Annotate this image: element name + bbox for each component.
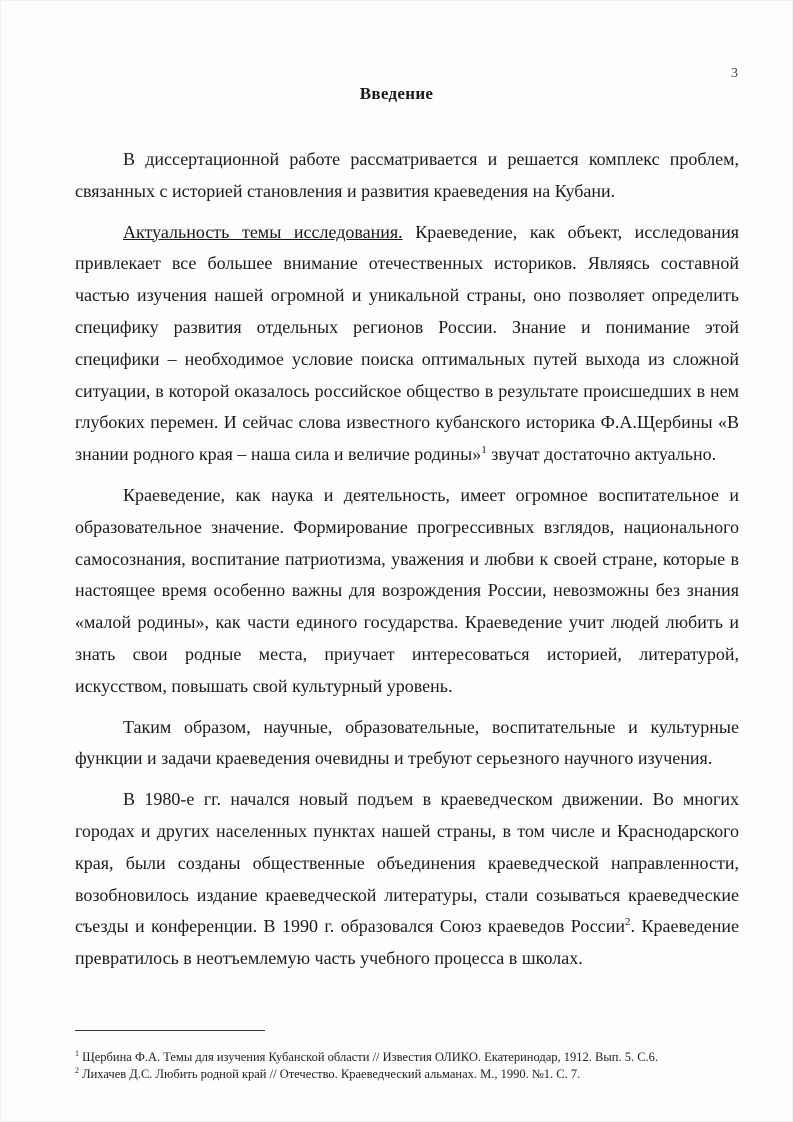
relevance-text: Краеведение, как объект, исследования привлекает все большее внимание отечественных историков. Являясь составной частью изучения нашей огромной и уникальной страны, оно позволяет определить специфику развития отдельных регионов России. Знание и понимание этой специфики – необходимое условие поиска оптимальных путей выхода из сложной ситуации, в которой оказалось российское общество в результате происшедших в нем глубоких перемен. И сейчас слова известного кубанского историка Ф.А.Щербины «В знании родного края – наша сила и величие родины» bbox=[75, 221, 739, 465]
paragraph-conclusion: Таким образом, научные, образовательные, воспитательные и культурные функции и задачи краеведения очевидны и требуют серьезного научного изучения. bbox=[75, 716, 739, 769]
relevance-heading: Актуальность темы исследования. bbox=[123, 221, 403, 242]
paragraph-1980s bbox=[75, 784, 739, 975]
paragraph-education: Краеведение, как наука и деятельность, имеет огромное воспитательное и образовательное значение. Формирование прогрессивных взглядов, национального самосознания, воспитание патриотизма, уважения и любви к своей стране, которые в настоящее время особенно важны для возрождения России, невозможны без знания «малой родины», как части единого государства. Краеведение учит людей любить и знать свои родные места, приучает интересоваться историей, литературой, искусством, повышать свой культурный уровень. bbox=[75, 484, 739, 696]
footnote-text: Щербина Ф.А. Темы для изучения Кубанской области // Известия ОЛИКО. Екатеринодар, 1912. Вып. 5. С.6. bbox=[79, 1050, 659, 1064]
page-title: Введение bbox=[359, 84, 434, 103]
footnote-1 bbox=[75, 1049, 739, 1066]
footnote-ref-2[interactable]: 2 bbox=[625, 916, 631, 929]
footnote-number: 2 bbox=[75, 1065, 79, 1075]
paragraph-intro: В диссертационной работе рассматривается и решается комплекс проблем, связанных с историей становления и развития краеведения на Кубани. bbox=[75, 149, 739, 201]
footnotes bbox=[75, 1049, 739, 1083]
footnote-number: 1 bbox=[75, 1048, 79, 1058]
footnote-divider bbox=[75, 1030, 265, 1031]
body-text bbox=[75, 144, 739, 984]
1980s-tail: . Краеведение превратилось в неотъемлемую часть учебного процесса в школах. bbox=[75, 916, 739, 969]
paragraph-relevance bbox=[75, 217, 739, 471]
1980s-text: В 1980-е гг. начался новый подъем в краеведческом движении. Во многих городах и других населенных пунктах нашей страны, в том числе и Краснодарского края, были созданы общественные объединения краеведческой направленности, возобновилось издание краеведческой литературы, стали созываться краеведческие съезды и конференции. В 1990 г. образовался Союз краеведов России bbox=[75, 789, 739, 937]
relevance-tail: звучат достаточно актуально. bbox=[486, 444, 717, 465]
footnote-text: Лихачев Д.С. Любить родной край // Отечество. Краеведческий альманах. М., 1990. №1. С. 7. bbox=[79, 1067, 581, 1081]
page-number: 3 bbox=[731, 66, 738, 81]
footnote-ref-1[interactable]: 1 bbox=[481, 444, 487, 457]
footnote-2 bbox=[75, 1066, 739, 1083]
